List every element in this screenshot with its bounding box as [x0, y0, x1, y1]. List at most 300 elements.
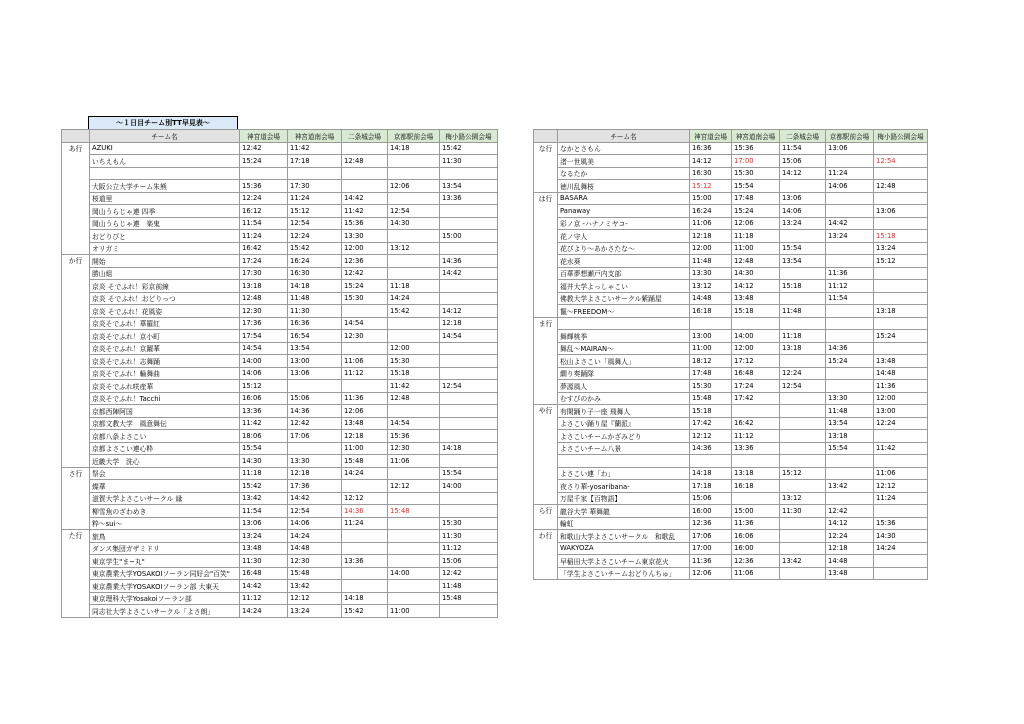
time-cell: 14:24 — [388, 292, 440, 305]
time-cell: 14:12 — [826, 517, 874, 530]
time-cell: 14:48 — [874, 367, 928, 380]
table-row — [62, 242, 498, 255]
time-cell: 14:42 — [288, 492, 342, 505]
table-row — [62, 592, 498, 605]
team-name-cell: 岡山うらじゃ連 四季 — [90, 205, 240, 218]
time-cell: 13:24 — [288, 605, 342, 618]
time-cell: 14:06 — [826, 180, 874, 193]
time-cell: 14:00 — [240, 355, 288, 368]
time-cell: 17:00 — [732, 155, 780, 168]
time-cell: 16:30 — [690, 167, 732, 180]
table-row — [534, 192, 928, 205]
time-cell: 11:12 — [440, 542, 498, 555]
time-cell: 12:30 — [388, 442, 440, 455]
team-name-cell: 京炎そでふれ！京躍華 — [90, 342, 240, 355]
table-row — [534, 530, 928, 543]
time-cell: 12:54 — [874, 155, 928, 168]
time-cell: 16:06 — [240, 392, 288, 405]
team-name-cell: 舞乱～MAIRAN～ — [558, 342, 690, 355]
team-name-cell: 松山よさこい「風舞人」 — [558, 355, 690, 368]
table-row — [534, 492, 928, 505]
time-cell — [388, 530, 440, 543]
time-cell: 11:00 — [690, 342, 732, 355]
table-row — [62, 505, 498, 518]
time-cell: 15:42 — [288, 242, 342, 255]
time-cell: 15:12 — [780, 467, 826, 480]
table-row — [534, 567, 928, 580]
team-name-cell: 輪虹 — [558, 517, 690, 530]
venue-column-header: 神宮道南会場 — [288, 130, 342, 143]
time-cell: 14:36 — [826, 342, 874, 355]
table-row — [62, 605, 498, 618]
time-cell: 13:18 — [826, 430, 874, 443]
time-cell — [240, 167, 288, 180]
time-cell — [780, 530, 826, 543]
time-cell: 17:18 — [690, 480, 732, 493]
time-cell: 12:42 — [826, 505, 874, 518]
header-row — [62, 130, 498, 143]
time-cell: 15:48 — [440, 592, 498, 605]
time-cell — [874, 430, 928, 443]
time-cell: 15:12 — [874, 255, 928, 268]
time-cell: 13:24 — [240, 530, 288, 543]
team-name-cell: 和歌山大学よさこいサークル 和歌乱 — [558, 530, 690, 543]
time-cell — [288, 442, 342, 455]
team-name-cell: 京都文教大学 風意舞伝 — [90, 417, 240, 430]
table-row — [534, 217, 928, 230]
time-cell — [388, 255, 440, 268]
time-cell — [780, 542, 826, 555]
time-cell: 13:06 — [874, 205, 928, 218]
team-name-cell — [558, 455, 690, 468]
time-cell: 13:06 — [780, 192, 826, 205]
team-name-cell: いちえもん — [90, 155, 240, 168]
team-name-cell: むすびのかみ — [558, 392, 690, 405]
time-cell: 13:06 — [288, 367, 342, 380]
time-cell: 13:18 — [732, 467, 780, 480]
time-cell: 13:42 — [826, 480, 874, 493]
time-cell — [780, 392, 826, 405]
team-name-cell: 夢源風人 — [558, 380, 690, 393]
time-cell: 11:36 — [690, 555, 732, 568]
table-row — [62, 192, 498, 205]
time-cell — [874, 192, 928, 205]
time-cell — [342, 480, 388, 493]
time-cell — [388, 555, 440, 568]
table-row — [534, 542, 928, 555]
time-cell — [826, 305, 874, 318]
time-cell — [874, 317, 928, 330]
time-cell — [440, 167, 498, 180]
time-cell — [826, 255, 874, 268]
team-name-cell: 百華夢想瀬戸内支部 — [558, 267, 690, 280]
time-cell — [342, 180, 388, 193]
team-name-cell: おどりびと — [90, 230, 240, 243]
venue-column-header: 京都駅前会場 — [826, 130, 874, 143]
table-row — [62, 355, 498, 368]
time-cell: 13:42 — [780, 555, 826, 568]
time-cell — [342, 542, 388, 555]
time-cell — [690, 317, 732, 330]
time-cell: 12:18 — [288, 467, 342, 480]
time-cell: 14:24 — [874, 542, 928, 555]
time-cell: 15:54 — [826, 442, 874, 455]
time-cell: 15:42 — [388, 305, 440, 318]
time-cell: 17:30 — [240, 267, 288, 280]
time-cell: 12:36 — [732, 555, 780, 568]
team-name-cell: 鬣～FREEDOM～ — [558, 305, 690, 318]
time-cell: 14:36 — [342, 505, 388, 518]
table-row — [534, 405, 928, 418]
time-cell: 14:06 — [288, 517, 342, 530]
table-row — [534, 230, 928, 243]
time-cell: 13:24 — [826, 230, 874, 243]
group-label: ま行 — [534, 317, 558, 405]
time-cell: 13:00 — [874, 405, 928, 418]
team-column-header: チーム名 — [90, 130, 240, 143]
venue-column-header: 神宮道会場 — [690, 130, 732, 143]
table-row — [534, 505, 928, 518]
time-cell: 11:18 — [732, 230, 780, 243]
time-cell — [780, 430, 826, 443]
time-cell: 11:54 — [240, 505, 288, 518]
time-cell: 14:24 — [288, 530, 342, 543]
table-row — [534, 280, 928, 293]
team-name-cell: 祭会 — [90, 467, 240, 480]
group-column-header — [534, 130, 558, 143]
time-cell: 11:12 — [826, 280, 874, 293]
time-cell: 13:54 — [440, 180, 498, 193]
time-cell: 11:42 — [388, 380, 440, 393]
table-row — [62, 205, 498, 218]
time-cell — [780, 517, 826, 530]
time-cell — [826, 455, 874, 468]
time-cell: 11:12 — [240, 592, 288, 605]
time-cell: 12:54 — [288, 505, 342, 518]
time-cell: 11:36 — [826, 267, 874, 280]
time-cell: 13:30 — [690, 267, 732, 280]
time-cell: 17:42 — [690, 417, 732, 430]
table-row — [62, 317, 498, 330]
time-cell — [826, 492, 874, 505]
table-row — [62, 567, 498, 580]
team-name-cell: 福井大学よっしゃこい — [558, 280, 690, 293]
table-row — [62, 517, 498, 530]
time-cell — [440, 280, 498, 293]
time-cell: 13:18 — [874, 305, 928, 318]
table-row — [534, 330, 928, 343]
time-cell: 15:42 — [342, 605, 388, 618]
time-cell: 11:24 — [288, 192, 342, 205]
time-cell: 14:12 — [732, 280, 780, 293]
team-name-cell: 龍谷大学 華舞龍 — [558, 505, 690, 518]
time-cell: 14:36 — [440, 255, 498, 268]
team-name-cell: 勝山組 — [90, 267, 240, 280]
time-cell: 12:18 — [826, 542, 874, 555]
time-cell: 12:42 — [288, 417, 342, 430]
time-cell: 16:48 — [240, 567, 288, 580]
table-row — [62, 542, 498, 555]
team-name-cell: 早稲田大学よさこいチーム東京花火 — [558, 555, 690, 568]
table-row — [62, 180, 498, 193]
time-cell: 13:30 — [342, 230, 388, 243]
time-cell — [388, 155, 440, 168]
table-row — [62, 292, 498, 305]
time-cell — [874, 292, 928, 305]
time-cell: 13:00 — [288, 355, 342, 368]
time-cell: 15:54 — [732, 180, 780, 193]
team-name-cell: 京都よさこい連心粋 — [90, 442, 240, 455]
team-name-cell: 粋～sui～ — [90, 517, 240, 530]
time-cell — [440, 367, 498, 380]
time-cell: 15:30 — [342, 292, 388, 305]
time-cell: 12:12 — [288, 592, 342, 605]
time-cell: 12:24 — [874, 417, 928, 430]
time-cell: 11:06 — [874, 467, 928, 480]
time-cell: 12:48 — [732, 255, 780, 268]
time-cell — [440, 455, 498, 468]
time-cell — [826, 330, 874, 343]
time-cell — [342, 305, 388, 318]
time-cell: 12:54 — [780, 380, 826, 393]
time-cell: 12:24 — [826, 530, 874, 543]
time-cell: 12:24 — [288, 230, 342, 243]
time-cell: 13:36 — [342, 555, 388, 568]
table-row — [534, 442, 928, 455]
time-cell: 15:18 — [874, 230, 928, 243]
table-row — [534, 167, 928, 180]
time-cell: 11:24 — [826, 167, 874, 180]
time-cell: 16:24 — [690, 205, 732, 218]
table-row — [534, 205, 928, 218]
time-cell: 11:12 — [342, 367, 388, 380]
time-cell: 18:06 — [240, 430, 288, 443]
time-cell: 15:06 — [440, 555, 498, 568]
time-cell: 13:30 — [826, 392, 874, 405]
table-row — [534, 455, 928, 468]
time-cell: 12:12 — [874, 480, 928, 493]
time-cell — [440, 217, 498, 230]
time-cell — [440, 405, 498, 418]
time-cell: 17:06 — [690, 530, 732, 543]
time-cell: 14:30 — [388, 217, 440, 230]
team-name-cell: 「学生よさこいチームおどりんちゅ」 — [558, 567, 690, 580]
time-cell: 17:24 — [240, 255, 288, 268]
time-cell: 14:06 — [240, 367, 288, 380]
team-name-cell: なかとさもん — [558, 142, 690, 155]
team-name-cell: 京炎そでふれ！京小町 — [90, 330, 240, 343]
time-cell: 14:36 — [690, 442, 732, 455]
time-cell: 14:18 — [388, 142, 440, 155]
time-cell: 15:06 — [288, 392, 342, 405]
team-name-cell: 柳雪魚のざわめき — [90, 505, 240, 518]
time-cell — [780, 230, 826, 243]
header-row — [534, 130, 928, 143]
time-cell: 17:06 — [288, 430, 342, 443]
time-cell — [874, 555, 928, 568]
time-cell: 15:36 — [240, 180, 288, 193]
time-cell — [874, 217, 928, 230]
time-cell — [732, 492, 780, 505]
time-cell: 13:36 — [440, 192, 498, 205]
time-cell: 12:30 — [240, 305, 288, 318]
time-cell: 13:24 — [874, 242, 928, 255]
time-cell: 16:06 — [732, 530, 780, 543]
team-name-cell: 有閑踊り子一座 飛舞人 — [558, 405, 690, 418]
time-cell: 11:42 — [240, 417, 288, 430]
time-cell: 12:24 — [240, 192, 288, 205]
table-row — [534, 305, 928, 318]
time-cell — [440, 505, 498, 518]
time-cell — [440, 417, 498, 430]
time-cell: 15:48 — [690, 392, 732, 405]
time-cell: 12:12 — [388, 480, 440, 493]
time-cell — [780, 405, 826, 418]
time-cell — [732, 405, 780, 418]
time-cell: 11:18 — [780, 330, 826, 343]
time-cell: 14:24 — [240, 605, 288, 618]
time-cell: 13:00 — [690, 330, 732, 343]
time-cell: 12:24 — [780, 367, 826, 380]
team-name-cell: なるたか — [558, 167, 690, 180]
group-label: さ行 — [62, 467, 90, 530]
time-cell: 11:48 — [826, 405, 874, 418]
time-cell: 15:30 — [690, 380, 732, 393]
table-row — [534, 380, 928, 393]
time-cell: 13:42 — [288, 580, 342, 593]
time-cell: 12:48 — [240, 292, 288, 305]
time-cell: 12:30 — [342, 330, 388, 343]
time-cell: 16:36 — [690, 142, 732, 155]
time-cell: 15:36 — [874, 517, 928, 530]
table-row — [62, 367, 498, 380]
time-cell: 14:30 — [240, 455, 288, 468]
time-cell: 14:12 — [780, 167, 826, 180]
team-name-cell: 岡山うらじゃ連 楽鬼 — [90, 217, 240, 230]
time-cell: 14:42 — [826, 217, 874, 230]
time-cell: 13:18 — [780, 342, 826, 355]
time-cell — [732, 455, 780, 468]
time-cell: 14:30 — [874, 530, 928, 543]
time-cell — [874, 280, 928, 293]
table-row — [62, 405, 498, 418]
table-row — [62, 555, 498, 568]
time-cell: 11:00 — [388, 605, 440, 618]
time-cell: 15:18 — [388, 367, 440, 380]
time-cell: 17:12 — [732, 355, 780, 368]
time-cell: 12:00 — [732, 342, 780, 355]
time-cell: 13:06 — [240, 517, 288, 530]
time-cell: 17:36 — [288, 480, 342, 493]
time-cell: 16:00 — [732, 542, 780, 555]
time-cell — [440, 355, 498, 368]
time-cell: 11:30 — [240, 555, 288, 568]
team-name-cell: 彩ノ京 -ハナノミヤコ- — [558, 217, 690, 230]
time-cell — [780, 442, 826, 455]
team-name-cell: よさこい連「わ」 — [558, 467, 690, 480]
time-cell: 14:24 — [342, 467, 388, 480]
time-cell — [826, 317, 874, 330]
time-cell: 11:06 — [342, 355, 388, 368]
team-name-cell: 万屋千家【百物語】 — [558, 492, 690, 505]
time-cell: 17:24 — [732, 380, 780, 393]
time-cell: 16:42 — [240, 242, 288, 255]
time-cell — [780, 317, 826, 330]
time-cell: 14:42 — [240, 580, 288, 593]
time-cell: 13:42 — [240, 492, 288, 505]
team-name-cell: 開始 — [90, 255, 240, 268]
table-row — [62, 267, 498, 280]
team-name-cell: 京炎そでふれ！輪舞曲 — [90, 367, 240, 380]
time-cell: 11:48 — [780, 305, 826, 318]
time-cell: 14:00 — [732, 330, 780, 343]
time-cell: 11:48 — [440, 580, 498, 593]
time-cell: 15:30 — [388, 355, 440, 368]
time-cell — [342, 142, 388, 155]
time-cell — [780, 480, 826, 493]
team-name-cell: 京炎そでふれ！Tacchi — [90, 392, 240, 405]
time-cell — [732, 317, 780, 330]
table-row — [62, 342, 498, 355]
time-cell: 11:30 — [440, 155, 498, 168]
table-row — [534, 180, 928, 193]
time-cell: 11:54 — [826, 292, 874, 305]
time-cell: 14:18 — [690, 467, 732, 480]
time-cell: 12:18 — [690, 230, 732, 243]
time-cell: 11:06 — [388, 455, 440, 468]
time-cell — [342, 567, 388, 580]
time-cell: 16:00 — [690, 505, 732, 518]
team-name-cell: 桜道里 — [90, 192, 240, 205]
team-column-header: チーム名 — [558, 130, 690, 143]
group-label: ら行 — [534, 505, 558, 530]
time-cell: 12:42 — [342, 267, 388, 280]
time-cell: 16:18 — [690, 305, 732, 318]
team-name-cell: 同志社大学よさこいサークル「よさ朗」 — [90, 605, 240, 618]
time-cell — [826, 192, 874, 205]
team-name-cell: よさこい踊り屋『蘭派』 — [558, 417, 690, 430]
time-cell: 15:18 — [780, 280, 826, 293]
time-cell: 12:42 — [440, 567, 498, 580]
time-cell — [388, 267, 440, 280]
time-cell — [388, 467, 440, 480]
time-cell — [826, 205, 874, 218]
time-cell — [440, 205, 498, 218]
time-cell — [388, 492, 440, 505]
time-cell — [440, 605, 498, 618]
table-row — [534, 317, 928, 330]
team-name-cell: 花びより～あかさたな～ — [558, 242, 690, 255]
time-cell: 15:24 — [732, 205, 780, 218]
time-cell: 14:06 — [780, 205, 826, 218]
table-row — [62, 442, 498, 455]
time-cell: 15:48 — [288, 567, 342, 580]
time-cell: 12:48 — [388, 392, 440, 405]
time-cell — [342, 380, 388, 393]
time-cell — [440, 430, 498, 443]
time-cell: 13:06 — [826, 142, 874, 155]
time-cell: 14:18 — [440, 442, 498, 455]
time-cell — [826, 467, 874, 480]
time-cell — [874, 342, 928, 355]
table-row — [534, 417, 928, 430]
time-cell: 17:18 — [288, 155, 342, 168]
time-cell: 12:00 — [874, 392, 928, 405]
time-cell: 13:30 — [288, 455, 342, 468]
group-label: た行 — [62, 530, 90, 618]
time-cell: 12:30 — [288, 555, 342, 568]
time-cell: 14:54 — [342, 317, 388, 330]
